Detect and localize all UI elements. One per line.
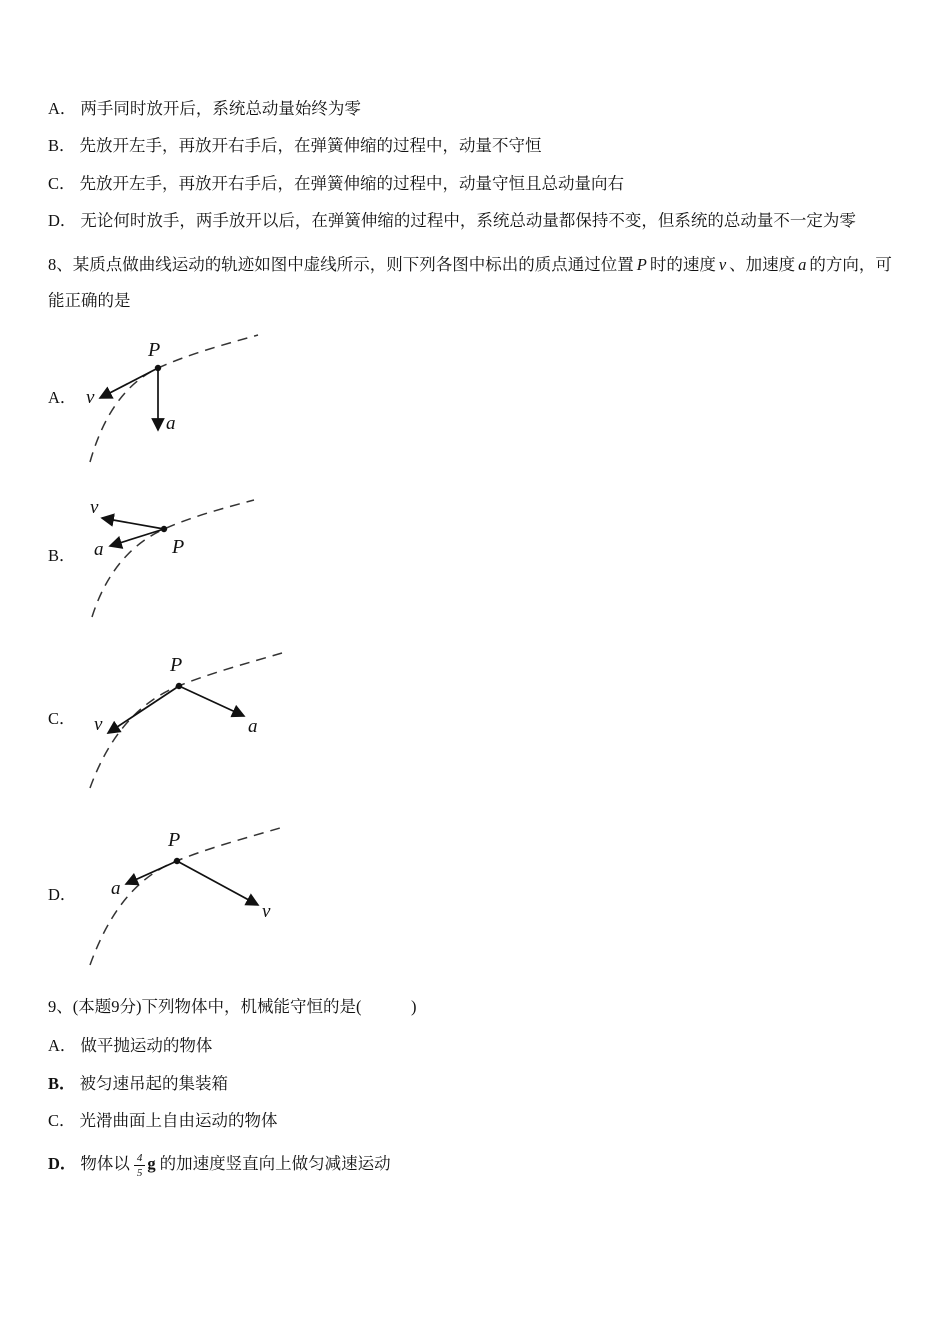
point-P-label: P — [168, 828, 181, 851]
fraction-denominator: 5 — [136, 1167, 143, 1180]
q7-option-c — [48, 173, 906, 195]
option-letter: D． — [48, 210, 77, 230]
q7-options — [48, 98, 906, 232]
dashed-trajectory — [92, 500, 254, 617]
v-label: v — [86, 386, 95, 408]
v-label: v — [262, 900, 271, 922]
option-letter: A． — [48, 388, 77, 408]
dashed-trajectory — [90, 335, 258, 462]
a-label: a — [166, 412, 176, 434]
point-P-label: P — [170, 653, 183, 676]
option-letter: C． — [48, 173, 76, 193]
option-letter: B． — [48, 136, 76, 156]
q9-option-a — [48, 1035, 906, 1057]
q8-stem-part2: 时的速度 — [649, 255, 716, 275]
velocity-vector — [102, 518, 164, 529]
trajectory-diagram-d — [82, 813, 292, 973]
q9-d-post: 的加速度竖直向上做匀减速运动 — [159, 1154, 391, 1174]
q9 — [48, 995, 906, 1180]
q9-option-c — [48, 1110, 906, 1132]
option-letter: A． — [48, 99, 77, 118]
var-v: v — [718, 255, 727, 275]
q9-stem: 9、(本题9分)下列物体中，机械能守恒的是( ) — [48, 996, 417, 1016]
fraction-numerator: 4 — [134, 1152, 146, 1166]
option-letter: B． — [48, 1073, 76, 1093]
q7-option-d — [48, 210, 906, 232]
v-label: v — [90, 496, 99, 518]
option-text: 光滑曲面上自由运动的物体 — [79, 1110, 278, 1130]
trajectory-diagram-a — [82, 324, 267, 469]
q8-stem — [48, 247, 906, 320]
option-letter: D． — [48, 1154, 77, 1174]
q8-stem-part4: 的方向，可能正确的是 — [48, 255, 892, 311]
var-P: P — [636, 255, 647, 275]
velocity-vector — [100, 368, 158, 398]
option-letter: D． — [48, 884, 77, 904]
v-label: v — [94, 713, 103, 735]
option-text: 先放开左手，再放开右手后，在弹簧伸缩的过程中，动量守恒且总动量向右 — [79, 173, 625, 193]
q8-figure-d — [48, 813, 906, 973]
q9-option-d — [48, 1152, 906, 1179]
velocity-vector — [177, 861, 258, 905]
trajectory-diagram-b — [82, 487, 267, 622]
option-letter: B． — [48, 546, 76, 566]
q9-d-pre: 物体以 — [80, 1154, 130, 1174]
acceleration-vector — [126, 861, 177, 884]
option-text: 被匀速吊起的集装箱 — [79, 1073, 229, 1093]
trajectory-diagram-c — [82, 640, 292, 795]
acceleration-vector — [110, 529, 164, 546]
q7-option-a — [48, 98, 906, 120]
q7-option-b — [48, 135, 906, 157]
point-P-label: P — [148, 338, 161, 361]
q8-stem-part3: 、加速度 — [729, 255, 796, 275]
velocity-vector — [108, 686, 179, 733]
q8-stem-part1: 8、某质点做曲线运动的轨迹如图中虚线所示，则下列各图中标出的质点通过位置 — [48, 255, 634, 275]
q9-option-b — [48, 1073, 906, 1095]
a-label: a — [111, 877, 121, 899]
option-text: 做平抛运动的物体 — [80, 1036, 213, 1056]
a-label: a — [248, 715, 258, 737]
fraction-four-fifths — [134, 1152, 146, 1179]
a-label: a — [94, 538, 104, 560]
option-text — [80, 1152, 906, 1179]
q8-figure-a — [48, 324, 906, 469]
option-text: 两手同时放开后，系统总动量始终为零 — [80, 99, 361, 118]
q8-figure-b — [48, 487, 906, 622]
q8-figures — [48, 324, 906, 973]
option-letter: C． — [48, 1110, 76, 1130]
option-text: 先放开左手，再放开右手后，在弹簧伸缩的过程中，动量不守恒 — [79, 136, 542, 156]
option-letter: C． — [48, 709, 76, 729]
option-text: 无论何时放手，两手放开以后，在弹簧伸缩的过程中，系统总动量都保持不变，但系统的总动量不一定为零 — [80, 210, 856, 230]
gravity-unit-g: g — [147, 1154, 156, 1174]
var-a: a — [798, 255, 807, 275]
acceleration-vector — [179, 686, 244, 716]
q8-figure-c — [48, 640, 906, 795]
option-letter: A． — [48, 1036, 77, 1056]
point-P-label: P — [172, 535, 185, 558]
